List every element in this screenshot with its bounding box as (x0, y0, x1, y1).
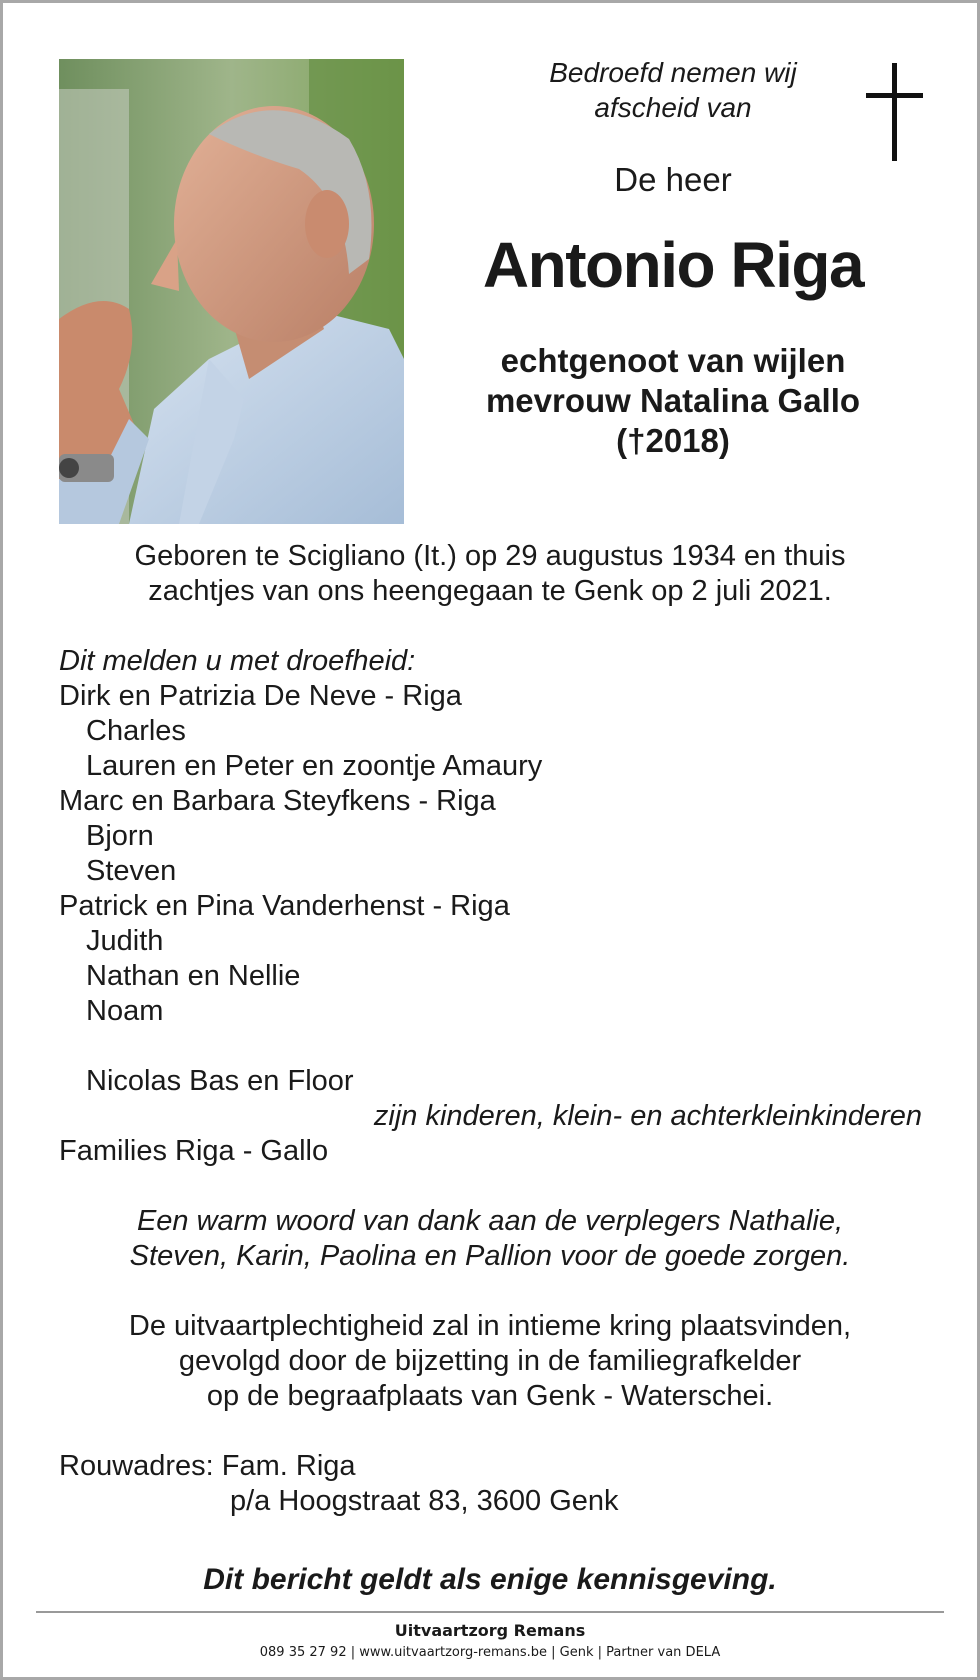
deceased-name: Antonio Riga (482, 229, 864, 301)
family-member: Steven (86, 855, 177, 887)
family-member: Lauren en Peter en zoontje Amaury (86, 750, 543, 782)
spouse-line-1: echtgenoot van wijlen (500, 342, 846, 379)
funeral-home-contact: 089 35 27 92 | www.uitvaartzorg-remans.be | Genk | Partner van DELA (259, 1645, 721, 1660)
birth-line-2: zachtjes van ons heengegaan te Genk op 2 juli 2021. (148, 575, 832, 607)
spouse-line-3: (†2018) (616, 422, 730, 459)
families-line: Families Riga - Gallo (59, 1135, 329, 1167)
honorific: De heer (614, 161, 732, 198)
intro-line-2: afscheid van (594, 92, 752, 123)
family-relation: zijn kinderen, klein- en achterkleinkinderen (373, 1100, 922, 1132)
closing-notice: Dit bericht geldt als enige kennisgeving. (203, 1563, 777, 1596)
family-heading: Dit melden u met droefheid: (59, 645, 416, 677)
footer-divider (36, 1611, 944, 1613)
family-member: Patrick en Pina Vanderhenst - Riga (59, 890, 510, 922)
address-line-1: Rouwadres: Fam. Riga (59, 1450, 356, 1482)
portrait-photo (59, 59, 404, 524)
address-line-2: p/a Hoogstraat 83, 3600 Genk (230, 1485, 619, 1517)
spouse-line-2: mevrouw Natalina Gallo (485, 382, 861, 419)
family-member: Noam (86, 995, 164, 1027)
family-member: Nicolas Bas en Floor (86, 1065, 354, 1097)
ceremony-line-1: De uitvaartplechtigheid zal in intieme kring plaatsvinden, (128, 1310, 852, 1342)
ceremony-line-2: gevolgd door de bijzetting in de familiegrafkelder (178, 1345, 802, 1377)
family-member: Judith (86, 925, 164, 957)
ceremony-line-3: op de begraafplaats van Genk - Waterschei. (206, 1380, 774, 1412)
thanks-line-1: Een warm woord van dank aan de verplegers Nathalie, (136, 1205, 844, 1237)
intro-line-1: Bedroefd nemen wij (549, 57, 797, 88)
family-member: Dirk en Patrizia De Neve - Riga (59, 680, 462, 712)
funeral-home-name: Uitvaartzorg Remans (394, 1621, 586, 1640)
family-member: Bjorn (86, 820, 154, 852)
family-member: Nathan en Nellie (86, 960, 301, 992)
family-member: Charles (86, 715, 186, 747)
thanks-line-2: Steven, Karin, Paolina en Pallion voor de goede zorgen. (129, 1240, 851, 1272)
birth-line-1: Geboren te Scigliano (It.) op 29 augustus 1934 en thuis (134, 540, 846, 572)
family-member: Marc en Barbara Steyfkens - Riga (59, 785, 496, 817)
